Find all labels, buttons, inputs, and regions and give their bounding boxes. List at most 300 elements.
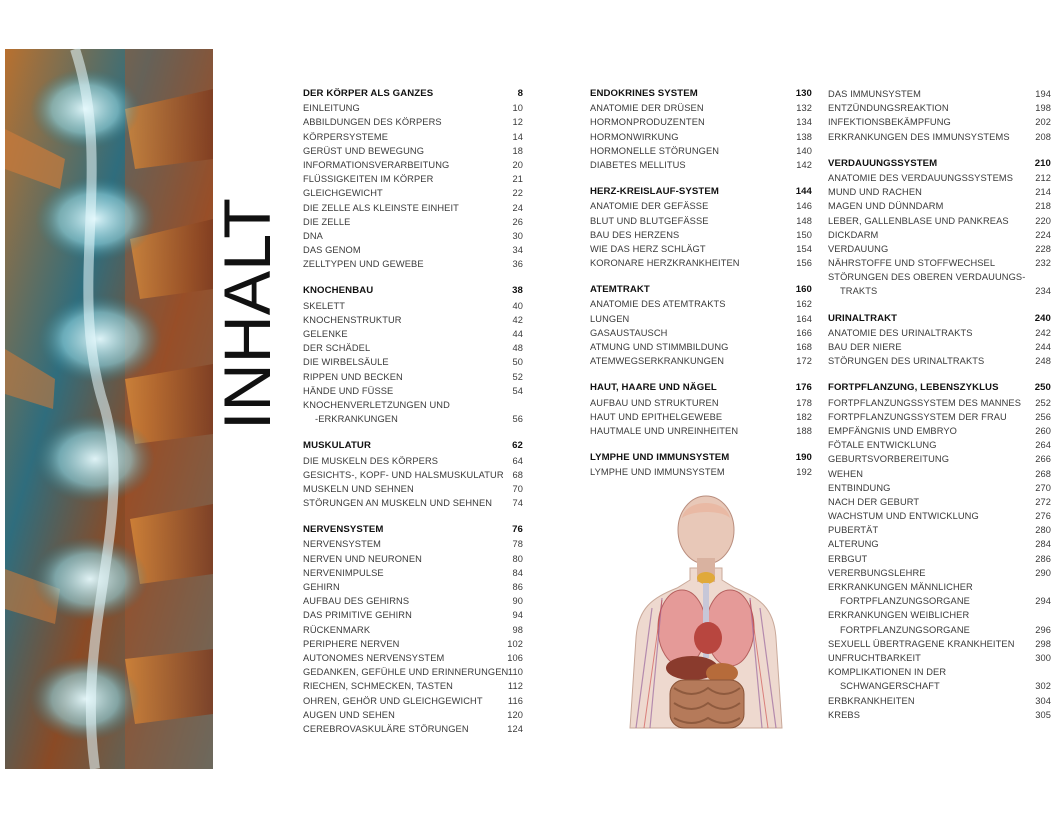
toc-entry[interactable] <box>303 708 523 722</box>
toc-entry-label: VERDAUUNG <box>828 243 889 254</box>
toc-entry-label: INFORMATIONSVERARBEITUNG <box>303 159 450 170</box>
toc-entry-label: SKELETT <box>303 300 346 311</box>
toc-entry-page: 280 <box>1035 525 1051 536</box>
toc-entry[interactable] <box>590 228 812 242</box>
toc-entry[interactable] <box>303 327 523 341</box>
toc-entry[interactable] <box>303 580 523 594</box>
toc-entry-page: 232 <box>1035 258 1051 269</box>
toc-section-heading[interactable] <box>828 381 1051 395</box>
toc-entry-page: 98 <box>512 624 523 635</box>
toc-entry-label: FLÜSSIGKEITEN IM KÖRPER <box>303 174 434 185</box>
toc-entry-label: ENTBINDUNG <box>828 482 891 493</box>
toc-entry-label: ERKRANKUNGEN WEIBLICHER <box>828 610 970 621</box>
toc-entry[interactable] <box>303 257 523 271</box>
toc-entry-page: 102 <box>507 638 523 649</box>
toc-section-title: FORTPFLANZUNG, LEBENSZYKLUS <box>828 382 999 394</box>
toc-entry-page: 148 <box>796 215 812 226</box>
toc-entry-label: GESICHTS-, KOPF- UND HALSMUSKULATUR <box>303 469 504 480</box>
toc-section-page: 130 <box>795 88 812 99</box>
toc-entry[interactable] <box>303 651 523 665</box>
toc-section <box>828 87 1051 144</box>
toc-entry[interactable] <box>590 312 812 326</box>
toc-entry[interactable] <box>590 101 812 115</box>
toc-entry-label: ERBGUT <box>828 553 868 564</box>
toc-section-heading[interactable] <box>828 157 1051 171</box>
toc-entry-page: 20 <box>512 159 523 170</box>
toc-entry[interactable] <box>828 537 1051 551</box>
toc-entry-label: ERBKRANKHEITEN <box>828 695 915 706</box>
toc-entry-page: 154 <box>796 243 812 254</box>
toc-entry[interactable] <box>303 215 523 229</box>
toc-entry-label: DAS GENOM <box>303 245 361 256</box>
toc-entry-page: 178 <box>796 397 812 408</box>
toc-entry[interactable] <box>828 410 1051 424</box>
toc-entry-label: HAUT UND EPITHELGEWEBE <box>590 411 723 422</box>
toc-entry-page: 214 <box>1035 187 1051 198</box>
toc-entry-label: DIE ZELLE <box>303 216 351 227</box>
toc-entry[interactable] <box>303 454 523 468</box>
toc-entry-label: DAS PRIMITIVE GEHIRN <box>303 610 412 621</box>
toc-entry-page: 34 <box>512 245 523 256</box>
toc-entry-page: 202 <box>1035 117 1051 128</box>
toc-entry-page: 304 <box>1035 695 1051 706</box>
toc-entry-label: ERKRANKUNGEN MÄNNLICHER <box>828 582 973 592</box>
toc-entry[interactable] <box>828 452 1051 466</box>
toc-entry[interactable] <box>590 465 812 479</box>
toc-entry-page: 10 <box>512 103 523 114</box>
toc-entry-label: WEHEN <box>828 468 864 479</box>
toc-entry-label: WACHSTUM UND ENTWICKLUNG <box>828 511 979 522</box>
toc-entry[interactable] <box>828 354 1051 368</box>
toc-entry[interactable] <box>828 185 1051 199</box>
toc-section <box>303 284 523 426</box>
toc-entry[interactable] <box>590 256 812 270</box>
toc-entry-page: 64 <box>512 455 523 466</box>
toc-entry-label: KNOCHENVERLETZUNGEN UND <box>303 399 450 410</box>
toc-entry-label: NERVEN UND NEURONEN <box>303 553 422 564</box>
toc-entry[interactable] <box>590 354 812 368</box>
toc-entry[interactable] <box>303 101 523 115</box>
toc-entry-label: ANATOMIE DES URINALTRAKTS <box>828 327 973 338</box>
toc-entry-label: PUBERTÄT <box>828 525 879 536</box>
toc-entry[interactable] <box>590 410 812 424</box>
toc-section-heading[interactable] <box>828 312 1051 326</box>
toc-entry-label: DIE MUSKELN DES KÖRPERS <box>303 455 439 466</box>
toc-section-title: VERDAUUNGSSYSTEM <box>828 157 938 169</box>
toc-entry[interactable] <box>303 566 523 580</box>
toc-entry-label: AUGEN UND SEHEN <box>303 709 395 720</box>
toc-entry-page: 110 <box>507 667 523 678</box>
toc-entry-page: 266 <box>1035 454 1051 465</box>
toc-entry-page: 244 <box>1035 342 1051 352</box>
toc-entry-page: 90 <box>512 596 523 607</box>
toc-entry-label: HORMONELLE STÖRUNGEN <box>590 145 720 156</box>
toc-entry[interactable] <box>828 523 1051 537</box>
toc-section-page: 190 <box>795 452 812 464</box>
toc-entry-label: KOMPLIKATIONEN IN DER <box>828 667 947 678</box>
toc-section-page: 8 <box>517 88 523 99</box>
anatomy-figure-image <box>622 488 790 728</box>
toc-entry-page: 52 <box>512 371 523 382</box>
toc-entry-label: KREBS <box>828 709 861 720</box>
toc-entry[interactable] <box>590 115 812 129</box>
toc-entry-label: HÄNDE UND FÜSSE <box>303 385 394 396</box>
toc-entry-label: STÖRUNGEN DES URINALTRAKTS <box>828 356 985 367</box>
toc-section-heading[interactable] <box>303 523 523 537</box>
toc-entry-label: HORMONWIRKUNG <box>590 131 679 142</box>
toc-section-page: 76 <box>512 524 523 536</box>
toc-entry-label: KNOCHENSTRUKTUR <box>303 314 402 325</box>
toc-entry[interactable] <box>828 509 1051 523</box>
toc-entry-page: 12 <box>512 117 523 128</box>
toc-entry[interactable] <box>828 608 1051 622</box>
toc-entry-label: BAU DER NIERE <box>828 342 902 352</box>
toc-entry-label: FÖTALE ENTWICKLUNG <box>828 440 937 451</box>
toc-entry[interactable] <box>828 679 1051 693</box>
toc-entry[interactable] <box>828 340 1051 354</box>
toc-entry-label: AUFBAU DES GEHIRNS <box>303 596 410 607</box>
toc-entry-label: -ERKRANKUNGEN <box>315 414 398 425</box>
toc-entry-label: UNFRUCHTBARKEIT <box>828 652 921 663</box>
toc-entry[interactable] <box>303 144 523 158</box>
toc-entry[interactable] <box>303 679 523 693</box>
toc-entry[interactable] <box>828 214 1051 228</box>
toc-entry-page: 14 <box>512 131 523 142</box>
toc-entry-page: 252 <box>1035 397 1051 408</box>
toc-entry[interactable] <box>303 201 523 215</box>
toc-entry[interactable] <box>590 242 812 256</box>
toc-entry-label: BLUT UND BLUTGEFÄSSE <box>590 215 709 226</box>
toc-entry-page: 106 <box>507 652 523 663</box>
toc-entry[interactable] <box>828 270 1051 284</box>
toc-entry-page: 142 <box>796 159 812 170</box>
toc-entry-label: DER SCHÄDEL <box>303 343 371 354</box>
toc-entry-page: 116 <box>507 695 523 706</box>
toc-entry[interactable] <box>590 199 812 213</box>
toc-entry-page: 68 <box>512 469 523 480</box>
toc-entry-page: 54 <box>512 385 523 396</box>
toc-entry-page: 162 <box>796 299 812 310</box>
toc-entry-label: FORTPFLANZUNGSORGANE <box>840 596 970 607</box>
toc-entry[interactable] <box>303 130 523 144</box>
toc-entry-page: 284 <box>1035 539 1051 550</box>
toc-column-1 <box>303 87 523 736</box>
toc-entry-page: 268 <box>1035 468 1051 479</box>
toc-entry[interactable] <box>303 341 523 355</box>
toc-entry-label: LYMPHE UND IMMUNSYSTEM <box>590 467 725 478</box>
toc-entry-label: AUFBAU UND STRUKTUREN <box>590 397 719 408</box>
toc-entry-label: DAS IMMUNSYSTEM <box>828 89 921 99</box>
toc-entry[interactable] <box>303 722 523 736</box>
toc-entry[interactable] <box>303 229 523 243</box>
toc-entry[interactable] <box>828 115 1051 129</box>
toc-entry[interactable] <box>828 199 1051 213</box>
toc-section <box>303 439 523 510</box>
toc-entry[interactable] <box>303 608 523 622</box>
toc-entry-page: 150 <box>796 229 812 240</box>
toc-entry[interactable] <box>303 552 523 566</box>
toc-entry-page: 234 <box>1035 286 1051 297</box>
toc-entry-label: ALTERUNG <box>828 539 879 550</box>
toc-entry[interactable] <box>303 299 523 313</box>
toc-entry[interactable] <box>590 424 812 438</box>
toc-entry-page: 248 <box>1035 356 1051 367</box>
toc-entry-label: GASAUSTAUSCH <box>590 327 668 338</box>
toc-entry[interactable] <box>828 242 1051 256</box>
toc-entry-label: DIABETES MELLITUS <box>590 159 686 170</box>
toc-entry-label: FORTPFLANZUNGSSYSTEM DES MANNES <box>828 397 1022 408</box>
toc-entry-label: DIE WIRBELSÄULE <box>303 357 389 368</box>
toc-entry-label: ATEMWEGSERKRANKUNGEN <box>590 356 725 367</box>
toc-section-heading[interactable] <box>590 185 812 199</box>
toc-section-title: LYMPHE UND IMMUNSYSTEM <box>590 452 730 464</box>
toc-entry[interactable] <box>828 467 1051 481</box>
toc-entry-page: 192 <box>796 467 812 478</box>
toc-entry-page: 132 <box>796 103 812 114</box>
toc-entry-page: 224 <box>1035 229 1051 240</box>
toc-entry-page: 198 <box>1035 103 1051 114</box>
toc-entry-page: 86 <box>512 582 523 592</box>
toc-entry-label: HORMONPRODUZENTEN <box>590 117 705 128</box>
toc-entry-page: 40 <box>512 300 523 311</box>
toc-section <box>590 283 812 368</box>
toc-section-page: 144 <box>795 186 812 198</box>
toc-entry[interactable] <box>303 398 523 412</box>
toc-entry[interactable] <box>828 326 1051 340</box>
toc-entry-page: 134 <box>796 117 812 128</box>
toc-entry-label: LUNGEN <box>590 313 630 324</box>
toc-entry[interactable] <box>828 708 1051 722</box>
toc-entry[interactable] <box>828 552 1051 566</box>
toc-section-title: ATEMTRAKT <box>590 284 650 296</box>
toc-entry-label: MAGEN UND DÜNNDARM <box>828 201 944 212</box>
toc-entry-label: TRAKTS <box>840 286 878 297</box>
toc-entry[interactable] <box>303 496 523 510</box>
toc-entry-label: ABBILDUNGEN DES KÖRPERS <box>303 117 442 128</box>
toc-section-heading[interactable] <box>590 283 812 297</box>
toc-entry[interactable] <box>303 537 523 551</box>
toc-entry[interactable] <box>303 594 523 608</box>
toc-entry[interactable] <box>828 87 1051 101</box>
toc-entry[interactable] <box>303 158 523 172</box>
toc-entry-label: INFEKTIONSBEKÄMPFUNG <box>828 117 951 128</box>
toc-section-heading[interactable] <box>590 87 812 101</box>
toc-entry-page: 164 <box>796 313 812 324</box>
toc-entry-label: PERIPHERE NERVEN <box>303 638 400 649</box>
toc-entry[interactable] <box>828 101 1051 115</box>
toc-entry-page: 260 <box>1035 425 1051 436</box>
toc-entry[interactable] <box>828 284 1051 298</box>
toc-entry-page: 218 <box>1035 201 1051 212</box>
toc-entry-page: 26 <box>512 216 523 227</box>
toc-entry-label: OHREN, GEHÖR UND GLEICHGEWICHT <box>303 695 483 706</box>
toc-entry-page: 80 <box>512 553 523 564</box>
toc-entry[interactable] <box>828 665 1051 679</box>
toc-entry-label: ERKRANKUNGEN DES IMMUNSYSTEMS <box>828 131 1010 142</box>
page-title-text: INHALT <box>210 200 284 430</box>
toc-entry[interactable] <box>303 694 523 708</box>
toc-entry-page: 48 <box>512 343 523 354</box>
toc-entry-label: SCHWANGERSCHAFT <box>840 681 940 692</box>
toc-entry-label: ZELLTYPEN UND GEWEBE <box>303 259 424 270</box>
toc-entry-page: 172 <box>796 356 812 367</box>
toc-section-title: HAUT, HAARE UND NÄGEL <box>590 382 717 394</box>
toc-entry[interactable] <box>590 214 812 228</box>
toc-entry[interactable] <box>828 594 1051 608</box>
toc-entry[interactable] <box>303 623 523 637</box>
toc-section <box>828 312 1051 369</box>
toc-section-title: ENDOKRINES SYSTEM <box>590 88 698 99</box>
toc-section <box>590 87 812 172</box>
toc-entry[interactable] <box>828 651 1051 665</box>
toc-entry-label: RÜCKENMARK <box>303 624 371 635</box>
toc-section-title: HERZ-KREISLAUF-SYSTEM <box>590 186 719 198</box>
toc-entry-label: ANATOMIE DER DRÜSEN <box>590 103 704 114</box>
toc-entry-page: 74 <box>512 498 523 509</box>
toc-entry-page: 146 <box>796 201 812 212</box>
toc-section-page: 210 <box>1034 157 1051 169</box>
toc-entry-label: NERVENIMPULSE <box>303 567 384 578</box>
toc-entry[interactable] <box>590 297 812 311</box>
toc-entry-label: FORTPFLANZUNGSSYSTEM DER FRAU <box>828 411 1007 422</box>
toc-section <box>303 87 523 271</box>
toc-section-heading[interactable] <box>590 451 812 465</box>
toc-entry[interactable] <box>828 694 1051 708</box>
toc-entry[interactable] <box>303 384 523 398</box>
toc-entry[interactable] <box>303 482 523 496</box>
toc-entry-page: 272 <box>1035 496 1051 507</box>
toc-entry-label: MUSKELN UND SEHNEN <box>303 483 414 494</box>
toc-section-title: KNOCHENBAU <box>303 285 374 297</box>
toc-entry[interactable] <box>828 580 1051 594</box>
toc-entry-page: 220 <box>1035 215 1051 226</box>
toc-entry[interactable] <box>590 326 812 340</box>
toc-entry-page: 212 <box>1035 172 1051 183</box>
toc-entry-label: CEREBROVASKULÄRE STÖRUNGEN <box>303 723 469 734</box>
toc-entry-label: NERVENSYSTEM <box>303 539 382 550</box>
toc-section-page: 62 <box>512 440 523 452</box>
toc-entry[interactable] <box>828 228 1051 242</box>
toc-entry[interactable] <box>828 171 1051 185</box>
page-title <box>210 190 284 435</box>
toc-section-page: 38 <box>512 285 523 297</box>
toc-entry[interactable] <box>828 424 1051 438</box>
toc-entry[interactable] <box>303 115 523 129</box>
toc-entry-page: 294 <box>1035 596 1051 607</box>
toc-section <box>590 381 812 438</box>
toc-section-heading[interactable] <box>303 284 523 298</box>
toc-entry-page: 21 <box>512 174 523 185</box>
toc-section-page: 176 <box>795 382 812 394</box>
toc-entry[interactable] <box>590 130 812 144</box>
toc-entry-page: 84 <box>512 567 523 578</box>
toc-entry[interactable] <box>590 340 812 354</box>
toc-entry-page: 296 <box>1035 624 1051 635</box>
toc-entry-page: 208 <box>1035 131 1051 142</box>
toc-entry-label: DIE ZELLE ALS KLEINSTE EINHEIT <box>303 202 459 213</box>
toc-entry-label: LEBER, GALLENBLASE UND PANKREAS <box>828 215 1009 226</box>
toc-section <box>828 381 1051 722</box>
toc-entry[interactable] <box>590 144 812 158</box>
toc-entry-page: 124 <box>507 723 523 734</box>
toc-entry[interactable] <box>303 637 523 651</box>
toc-entry[interactable] <box>590 158 812 172</box>
toc-entry-label: STÖRUNGEN DES OBEREN VERDAUUNGS- <box>828 272 1026 283</box>
toc-entry-label: KÖRPERSYSTEME <box>303 131 388 142</box>
toc-entry-page: 140 <box>796 145 812 156</box>
toc-entry-page: 50 <box>512 357 523 368</box>
toc-entry[interactable] <box>828 438 1051 452</box>
toc-entry-page: 78 <box>512 539 523 550</box>
toc-entry-page: 168 <box>796 342 812 352</box>
toc-entry-page: 42 <box>512 314 523 325</box>
toc-section-page: 250 <box>1034 382 1051 394</box>
toc-section-page: 240 <box>1034 312 1051 324</box>
toc-entry[interactable] <box>828 566 1051 580</box>
toc-entry-page: 166 <box>796 327 812 338</box>
toc-entry-page: 18 <box>512 145 523 156</box>
toc-entry-page: 256 <box>1035 411 1051 422</box>
toc-entry-label: DICKDARM <box>828 229 879 240</box>
toc-section-title: DER KÖRPER ALS GANZES <box>303 88 434 99</box>
toc-entry-page: 302 <box>1035 681 1051 692</box>
toc-entry-label: KORONARE HERZKRANKHEITEN <box>590 258 740 269</box>
toc-entry[interactable] <box>303 468 523 482</box>
toc-section <box>590 185 812 270</box>
toc-entry-page: 188 <box>796 425 812 436</box>
toc-section <box>303 523 523 736</box>
toc-entry-page: 228 <box>1035 243 1051 254</box>
toc-entry[interactable] <box>303 313 523 327</box>
toc-entry-label: GEDANKEN, GEFÜHLE UND ERINNERUNGEN <box>303 667 509 678</box>
toc-entry-page: 276 <box>1035 511 1051 522</box>
toc-entry[interactable] <box>828 495 1051 509</box>
toc-entry[interactable] <box>590 396 812 410</box>
toc-entry[interactable] <box>303 370 523 384</box>
toc-column-2 <box>590 87 812 480</box>
toc-entry[interactable] <box>303 665 523 679</box>
toc-entry[interactable] <box>303 172 523 186</box>
toc-entry[interactable] <box>828 130 1051 144</box>
toc-entry-page: 30 <box>512 230 523 241</box>
toc-section-title: URINALTRAKT <box>828 312 898 324</box>
toc-entry-page: 56 <box>512 414 523 425</box>
toc-entry[interactable] <box>303 186 523 200</box>
toc-entry[interactable] <box>828 481 1051 495</box>
toc-entry-label: ANATOMIE DES ATEMTRAKTS <box>590 299 726 310</box>
toc-entry[interactable] <box>828 396 1051 410</box>
toc-entry-label: SEXUELL ÜBERTRAGENE KRANKHEITEN <box>828 638 1015 649</box>
toc-entry-label: GELENKE <box>303 329 348 339</box>
toc-entry-label: GERÜST UND BEWEGUNG <box>303 145 425 156</box>
toc-entry[interactable] <box>828 256 1051 270</box>
toc-entry-page: 290 <box>1035 567 1051 578</box>
toc-entry[interactable] <box>303 243 523 257</box>
toc-entry[interactable] <box>828 637 1051 651</box>
toc-entry[interactable] <box>303 355 523 369</box>
toc-section-heading[interactable] <box>590 381 812 395</box>
toc-entry-page: 298 <box>1035 638 1051 649</box>
toc-section-heading[interactable] <box>303 439 523 453</box>
toc-entry-label: ATMUNG UND STIMMBILDUNG <box>590 342 729 352</box>
toc-entry-label: MUND UND RACHEN <box>828 187 922 198</box>
toc-column-3 <box>828 87 1051 722</box>
toc-section-heading[interactable] <box>303 87 523 101</box>
toc-section-title: MUSKULATUR <box>303 440 371 452</box>
toc-entry[interactable] <box>303 412 523 426</box>
toc-entry[interactable] <box>828 623 1051 637</box>
toc-entry-label: STÖRUNGEN AN MUSKELN UND SEHNEN <box>303 498 493 509</box>
